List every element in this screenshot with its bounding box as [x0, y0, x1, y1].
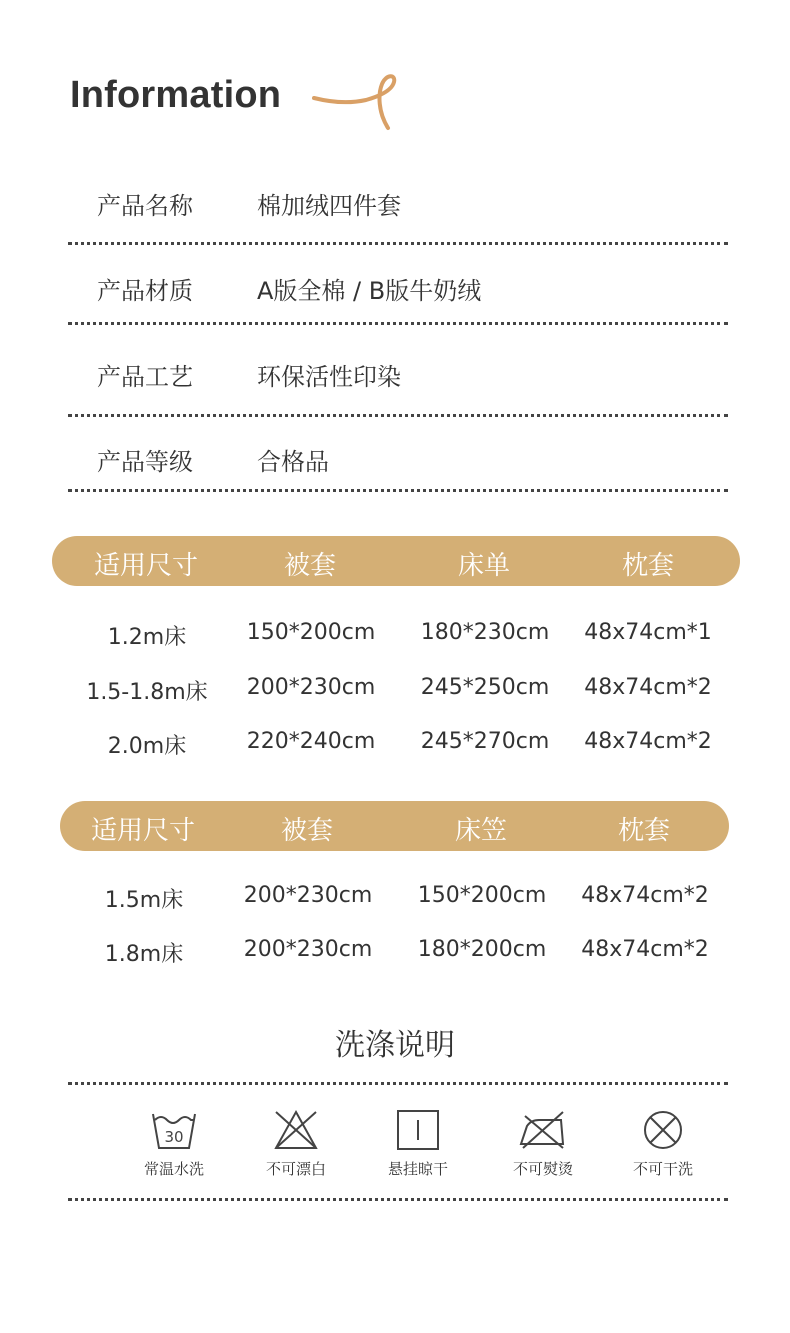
info-value: 环保活性印染: [257, 363, 401, 391]
header-cell: 床单: [457, 551, 511, 581]
table-cell: 150*200cm: [246, 620, 376, 645]
no-dry-clean-icon: [639, 1108, 687, 1152]
care-label: 不可干洗: [632, 1160, 693, 1178]
dotted-divider: [68, 1198, 728, 1201]
dotted-divider: [68, 489, 728, 492]
table-cell: 180*200cm: [417, 937, 547, 962]
no-iron-icon: [517, 1108, 569, 1152]
table-cell: 1.5-1.8m床: [86, 680, 208, 705]
care-item-hang: [368, 1108, 468, 1179]
table-cell: 245*270cm: [420, 729, 550, 754]
table-cell: 48x74cm*2: [581, 937, 709, 962]
dotted-divider: [68, 322, 728, 325]
care-item-bleach: [246, 1108, 346, 1179]
dotted-divider: [68, 414, 728, 417]
table-cell: 48x74cm*2: [584, 729, 712, 754]
wash-title: 洗涤说明: [335, 1028, 455, 1063]
info-row-name: [70, 186, 728, 266]
page-title: Information: [70, 74, 282, 116]
table-cell: 220*240cm: [246, 729, 376, 754]
table-cell: 200*230cm: [243, 937, 373, 962]
table-cell: 150*200cm: [417, 883, 547, 908]
header-cell: 床笠: [454, 816, 508, 846]
table-cell: 48x74cm*1: [584, 620, 712, 645]
info-value: 合格品: [257, 448, 329, 476]
care-item-dryclean: [613, 1108, 713, 1179]
hang-dry-icon: [394, 1108, 442, 1152]
info-row-material: [70, 271, 728, 351]
table-row: [0, 620, 790, 650]
svg-text:30: 30: [164, 1128, 184, 1146]
care-label: 不可漂白: [265, 1160, 326, 1178]
info-value: A版全棉 / B版牛奶绒: [257, 277, 482, 305]
info-label: 产品等级: [97, 448, 193, 476]
care-item-wash: [124, 1108, 224, 1179]
table-row: [0, 883, 790, 913]
table-cell: 2.0m床: [107, 734, 187, 759]
table-cell: 180*230cm: [420, 620, 550, 645]
size-table-header: [60, 801, 729, 851]
info-row-grade: [70, 442, 728, 522]
table-row: [0, 675, 790, 705]
care-item-iron: [493, 1108, 593, 1179]
table-cell: 48x74cm*2: [581, 883, 709, 908]
header-cell: 适用尺寸: [93, 551, 199, 581]
info-label: 产品工艺: [97, 363, 193, 391]
table-cell: 1.5m床: [104, 888, 184, 913]
dotted-divider: [68, 242, 728, 245]
care-label: 常温水洗: [143, 1160, 204, 1178]
dotted-divider: [68, 1082, 728, 1085]
wash-30-icon: [150, 1108, 198, 1152]
info-label: 产品名称: [97, 192, 193, 220]
table-cell: 1.2m床: [107, 625, 187, 650]
no-bleach-icon: [272, 1108, 320, 1152]
table-row: [0, 729, 790, 759]
header-cell: 被套: [280, 816, 334, 846]
table-cell: 1.8m床: [104, 942, 184, 967]
table-cell: 245*250cm: [420, 675, 550, 700]
info-label: 产品材质: [97, 277, 193, 305]
table-cell: 200*230cm: [243, 883, 373, 908]
info-row-process: [70, 357, 728, 437]
care-label: 悬挂晾干: [387, 1160, 448, 1178]
table-cell: 48x74cm*2: [584, 675, 712, 700]
header-cell: 适用尺寸: [90, 816, 196, 846]
care-label: 不可熨烫: [512, 1160, 573, 1178]
table-row: [0, 937, 790, 967]
header-cell: 枕套: [621, 551, 675, 581]
swirl-decoration-icon: [310, 72, 400, 132]
info-value: 棉加绒四件套: [257, 192, 401, 220]
header-cell: 枕套: [617, 816, 671, 846]
header-cell: 被套: [283, 551, 337, 581]
size-table-header: [52, 536, 740, 586]
table-cell: 200*230cm: [246, 675, 376, 700]
